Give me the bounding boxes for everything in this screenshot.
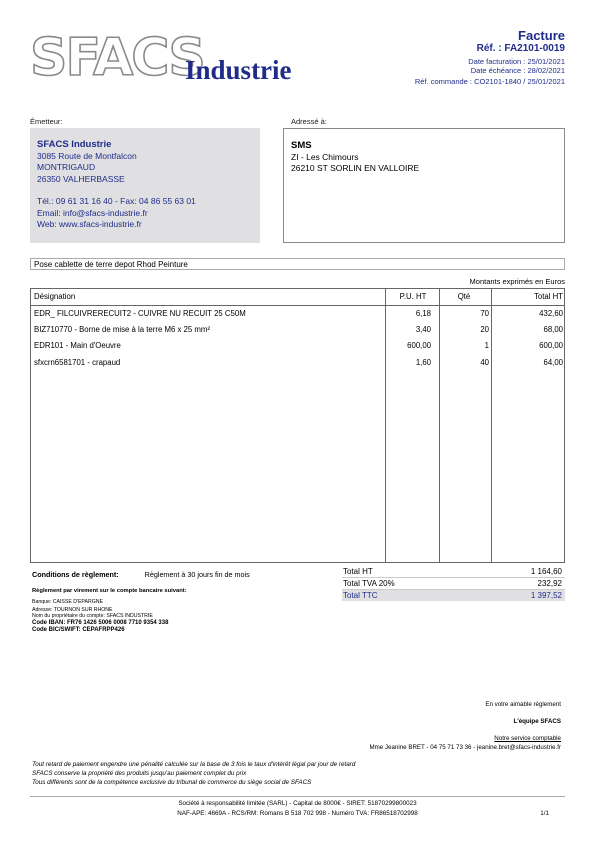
total-ttc-value: 1 397,52	[530, 591, 562, 600]
legal-notes	[32, 760, 355, 787]
row-unit-price: 3,40	[415, 325, 431, 334]
invoice-subject: Pose cablette de terre depot Rhod Peinture	[30, 258, 565, 270]
footer-divider	[30, 796, 565, 797]
row-designation: EDR101 - Main d'Oeuvre	[34, 341, 121, 350]
emitter-box	[30, 128, 260, 243]
row-designation: EDR_ FILCUIVRERECUIT2 - CUIVRE NU RECUIT 25 C50M	[34, 309, 246, 318]
row-unit-price: 1,60	[415, 358, 431, 367]
table-row	[31, 355, 564, 371]
invoice-ref: Réf. : FA2101-0019	[476, 43, 565, 54]
total-tva-label: Total TVA 20%	[343, 579, 395, 588]
bank-name: Banque: CAISSE D'EPARGNE	[32, 599, 103, 605]
recipient-address-line: ZI - Les Chimours	[291, 151, 359, 162]
page-number: 1/1	[540, 810, 549, 817]
emitter-website[interactable]: Web: www.sfacs-industrie.fr	[37, 219, 142, 229]
items-table	[30, 288, 565, 563]
ref-commande: Réf. commande : CO2101-1840 / 25/01/2021	[414, 77, 565, 86]
total-ttc-row	[342, 590, 565, 601]
table-header-row	[31, 289, 564, 306]
recipient-box	[283, 128, 565, 243]
emitter-address-line: MONTRIGAUD	[37, 162, 96, 172]
company-logo	[30, 28, 320, 88]
recipient-label: Adressé à:	[291, 117, 327, 126]
total-ht-row	[342, 566, 565, 578]
legal-line: Tout retard de paiement engendre une pénalité calculée sur la base de 3 fois le taux d'intérêt légal par jour de retard	[32, 761, 356, 768]
conditions-label: Conditions de règlement:	[32, 570, 119, 579]
total-ht-value: 1 164,60	[530, 567, 562, 576]
total-tva-value: 232,92	[537, 579, 562, 588]
row-total: 600,00	[539, 341, 563, 350]
row-quantity: 70	[480, 309, 489, 318]
total-ht-label: Total HT	[343, 567, 373, 576]
header-unit-price: P.U. HT	[399, 292, 427, 301]
bank-iban: Code IBAN: FR76 1426 5006 0008 7710 9354 338	[32, 619, 169, 626]
totals-box	[342, 566, 565, 601]
conditions-value: Règlement à 30 jours fin de mois	[144, 570, 250, 579]
recipient-address-line: 26210 ST SORLIN EN VALLOIRE	[291, 163, 420, 173]
emitter-address-line: 26350 VALHERBASSE	[37, 173, 125, 184]
table-row	[31, 338, 564, 354]
logo-sub-text: Industrie	[185, 55, 292, 85]
row-quantity: 40	[480, 358, 489, 367]
signature-contact: Mme Jeanine BRET - 04 75 71 73 36 - jeanine.bret@sfacs-industrie.fr	[369, 744, 561, 751]
header-total: Total HT	[533, 292, 563, 301]
date-echeance: Date échéance : 28/02/2021	[470, 66, 565, 75]
payment-conditions	[32, 570, 250, 579]
logo-main-text: SFACS	[30, 28, 204, 88]
footer-registration: NAF-APE: 4669A - RCS/RM: Romans B 518 702 998 - Numéro TVA: FR86518702998	[177, 810, 418, 817]
emitter-email[interactable]: Email: info@sfacs-industrie.fr	[37, 207, 148, 218]
bank-owner: Nom du propriétaire du compte: SFACS INDUSTRIE	[32, 613, 153, 620]
invoice-title: Facture	[518, 28, 565, 43]
header-quantity: Qté	[457, 292, 471, 301]
row-designation: BIZ710770 - Borne de mise à la terre M6 x 25 mm²	[34, 325, 210, 334]
table-row	[31, 306, 564, 322]
emitter-label: Émetteur:	[30, 117, 63, 126]
recipient-name: SMS	[291, 140, 312, 151]
row-unit-price: 6,18	[415, 309, 431, 318]
legal-line: Tous différents sont de la compétence exclusive du tribunal de commerce du siège social de SFACS	[32, 779, 312, 786]
row-total: 64,00	[543, 358, 563, 367]
amounts-note: Montants exprimés en Euros	[469, 277, 565, 286]
row-total: 68,00	[543, 325, 563, 334]
emitter-phone: Tél.: 09 61 31 16 40 - Fax: 04 86 55 63 01	[37, 196, 196, 206]
row-designation: sfxcrn6581701 - crapaud	[34, 358, 121, 367]
header-designation: Désignation	[34, 292, 76, 301]
row-quantity: 20	[480, 325, 489, 334]
bank-address: Adresse: TOURNON SUR RHONE	[32, 607, 113, 614]
total-tva-row	[342, 578, 565, 590]
signature-service: Notre service comptable	[494, 735, 561, 742]
row-unit-price: 600,00	[407, 341, 431, 350]
total-ttc-label: Total TTC	[343, 591, 378, 600]
row-quantity: 1	[484, 341, 489, 350]
footer-company-info: Société à responsabilité limitée (SARL) - Capital de 8000€ - SIRET: 51870299800023	[178, 800, 417, 807]
bank-transfer-title: Règlement par virement sur le compte bancaire suivant:	[32, 588, 187, 594]
legal-line: SFACS conserve la propriété des produits jusqu'au paiement complet du prix	[32, 770, 247, 777]
table-row	[31, 322, 564, 338]
emitter-address-line: 3085 Route de Montfalcon	[37, 150, 137, 161]
row-total: 432,60	[539, 309, 563, 318]
emitter-name: SFACS Industrie	[37, 139, 112, 150]
bank-details	[32, 599, 168, 635]
bank-bic: Code BIC/SWIFT: CEPAFRPP426	[32, 627, 125, 634]
date-facturation: Date facturation : 25/01/2021	[468, 57, 565, 66]
signature-team: L'équipe SFACS	[513, 718, 561, 725]
signature-greeting: En votre aimable règlement	[485, 701, 561, 708]
